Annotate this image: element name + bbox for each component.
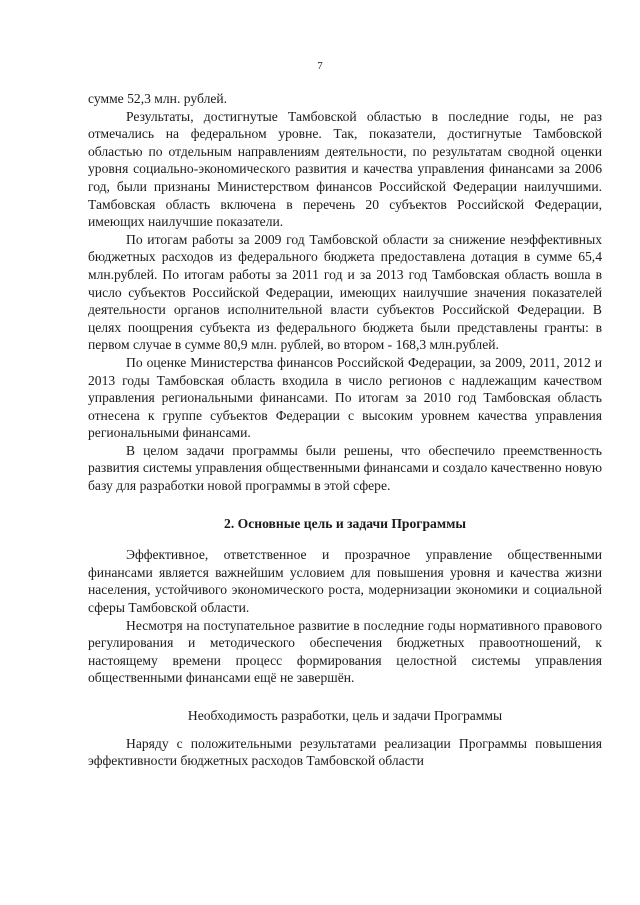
paragraph-development: Несмотря на поступательное развитие в последние годы нормативного правового регулирования и методического обеспечения бюджетных правоотношений, к настоящему времени процесс формирования целостной системы управления общественными финансами ещё не завершён.	[88, 617, 602, 686]
page-number: 7	[317, 60, 323, 72]
section-heading: 2. Основные цель и задачи Программы	[224, 515, 466, 531]
paragraph-effective-management: Эффективное, ответственное и прозрачное управление общественными финансами является важнейшим условием для повышения уровня и качества жизни населения, устойчивого экономического роста, модернизации экономики и социальной сферы Тамбовской области.	[88, 547, 602, 616]
paragraph-continuation: сумме 52,3 млн. рублей.	[88, 91, 228, 106]
page-content	[88, 90, 602, 770]
paragraph-2009-results: По итогам работы за 2009 год Тамбовской области за снижение неэффективных бюджетных расходов из федерального бюджета предоставлена дотация в сумме 65,4 млн.рублей. По итогам работы за 2011 год и за 2013 год Тамбовская область вошла в число субъектов Российской Федерации, имеющих наилучшие значения показателей деятельности органов исполнительной власти субъектов Российской Федерации. В целях поощрения субъекта из федерального бюджета были представлены гранты: в первом случае в сумме 80,9 млн. рублей, во втором - 168,3 млн.рублей.	[88, 231, 602, 353]
paragraph-results: Результаты, достигнутые Тамбовской областью в последние годы, не раз отмечались на федеральном уровне. Так, показатели, достигнутые Тамбовской областью по отдельным направлениям деятельности, по результатам сводной оценки уровня социально-экономического развития и качества управления финансами за 2006 год, были признаны Министерством финансов Российской Федерации наилучшими. Тамбовская область включена в перечень 20 субъектов Российской Федерации, имеющих наилучшие показатели.	[88, 108, 602, 230]
paragraph-positive-results: Наряду с положительными результатами реализации Программы повышения эффективности бюджетных расходов Тамбовской области	[88, 735, 602, 769]
subsection-heading: Необходимость разработки, цель и задачи Программы	[187, 708, 503, 723]
paragraph-ministry-assessment: По оценке Министерства финансов Российской Федерации, за 2009, 2011, 2012 и 2013 годы Тамбовская область входила в число регионов с надлежащим качеством управления региональными финансами. По итогам за 2010 год Тамбовская область отнесена к группе субъектов Федерации с высоким уровнем качества управления региональными финансами.	[88, 354, 602, 441]
paragraph-tasks-solved: В целом задачи программы были решены, что обеспечило преемственность развития системы управления общественными финансами и создало качественно новую базу для разработки новой программы в этой сфере.	[88, 442, 602, 494]
